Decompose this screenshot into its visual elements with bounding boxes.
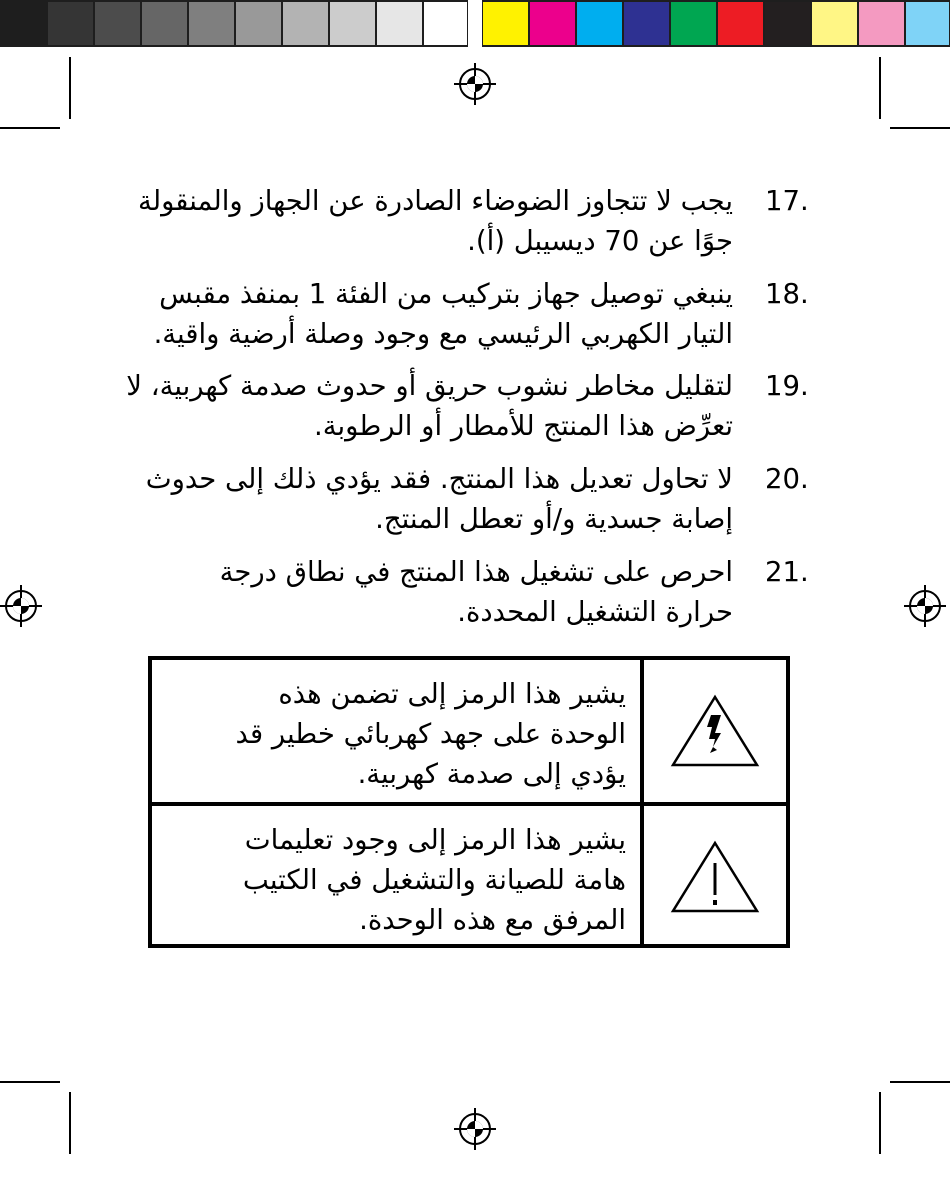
- color-swatch: [623, 0, 670, 47]
- gray-swatch: [282, 0, 329, 47]
- color-swatch: [905, 0, 950, 47]
- crop-mark: [879, 1092, 881, 1154]
- color-swatch: [670, 0, 717, 47]
- instruction-line: احرص على تشغيل هذا المنتج في نطاق درجة: [219, 556, 733, 588]
- instruction-line: لا تحاول تعديل هذا المنتج. فقد يؤدي ذلك إلى حدوث: [145, 463, 733, 495]
- gray-swatch: [376, 0, 423, 47]
- color-swatch: [529, 0, 576, 47]
- instruction-line: تعرِّض هذا المنتج للأمطار أو الرطوبة.: [314, 410, 733, 442]
- crop-mark: [69, 57, 71, 119]
- crop-mark: [0, 127, 60, 129]
- crop-mark: [0, 1081, 60, 1083]
- instruction-text: [135, 552, 733, 632]
- instruction-text: [126, 366, 733, 446]
- crop-mark: [879, 57, 881, 119]
- registration-mark-icon: [904, 585, 946, 627]
- symbol-description-line: يشير هذا الرمز إلى تضمن هذه: [278, 678, 626, 710]
- instruction-item-21: [135, 552, 815, 632]
- crop-mark: [890, 127, 950, 129]
- symbol-description-line: المرفق مع هذه الوحدة.: [359, 904, 626, 936]
- registration-mark-icon: [0, 585, 42, 627]
- instruction-item-17: [135, 181, 815, 261]
- color-swatch: [717, 0, 764, 47]
- gray-swatch: [47, 0, 94, 47]
- crop-mark: [890, 1081, 950, 1083]
- gray-swatch: [235, 0, 282, 47]
- color-swatch: [858, 0, 905, 47]
- gray-swatch: [188, 0, 235, 47]
- instruction-line: إصابة جسدية و/أو تعطل المنتج.: [375, 503, 733, 535]
- symbol-description-line: الوحدة على جهد كهربائي خطير قد: [235, 718, 626, 750]
- gray-swatch: [329, 0, 376, 47]
- symbol-row-high-voltage: [152, 660, 786, 806]
- instruction-line: جوًا عن 70 ديسيبل (أ).: [467, 225, 733, 257]
- symbol-description: [152, 806, 640, 948]
- grayscale-color-bar: [0, 0, 468, 47]
- instruction-line: التيار الكهربي الرئيسي مع وجود وصلة أرضية واقية.: [153, 318, 733, 350]
- instruction-number: 19.: [765, 370, 809, 402]
- instruction-number: 17.: [765, 185, 809, 217]
- symbol-description-line: هامة للصيانة والتشغيل في الكتيب: [242, 864, 626, 896]
- symbol-row-exclamation: [152, 806, 786, 948]
- gray-swatch: [94, 0, 141, 47]
- instruction-text: [135, 274, 733, 354]
- instruction-item-18: [135, 274, 815, 354]
- crop-mark: [69, 1092, 71, 1154]
- color-swatch: [482, 0, 529, 47]
- symbol-icon-cell: [640, 806, 786, 948]
- symbol-description: [152, 660, 640, 802]
- instruction-number: 18.: [765, 278, 809, 310]
- instruction-line: حرارة التشغيل المحددة.: [457, 596, 733, 628]
- instruction-item-20: [135, 459, 815, 539]
- instruction-line: ينبغي توصيل جهاز بتركيب من الفئة 1 بمنفذ مقبس: [159, 278, 733, 310]
- color-swatch: [764, 0, 811, 47]
- gray-swatch: [0, 0, 47, 47]
- color-swatch: [576, 0, 623, 47]
- high-voltage-warning-icon: [669, 693, 761, 769]
- exclamation-warning-icon: [669, 839, 761, 915]
- instruction-item-19: [126, 366, 815, 446]
- instruction-line: لتقليل مخاطر نشوب حريق أو حدوث صدمة كهربية، لا: [126, 370, 733, 402]
- gray-swatch: [141, 0, 188, 47]
- symbol-description-line: يشير هذا الرمز إلى وجود تعليمات: [244, 824, 626, 856]
- symbol-icon-cell: [640, 660, 786, 802]
- instruction-number: 21.: [765, 556, 809, 588]
- instruction-line: يجب لا تتجاوز الضوضاء الصادرة عن الجهاز والمنقولة: [137, 185, 733, 217]
- instruction-text: [135, 459, 733, 539]
- registration-mark-icon: [454, 1108, 496, 1150]
- gray-swatch: [423, 0, 468, 47]
- symbol-description-line: يؤدي إلى صدمة كهربية.: [357, 758, 626, 790]
- process-color-bar: [482, 0, 950, 47]
- instruction-number: 20.: [765, 463, 809, 495]
- instruction-text: [135, 181, 733, 261]
- warning-symbols-table: [148, 656, 790, 948]
- registration-mark-icon: [454, 63, 496, 105]
- color-swatch: [811, 0, 858, 47]
